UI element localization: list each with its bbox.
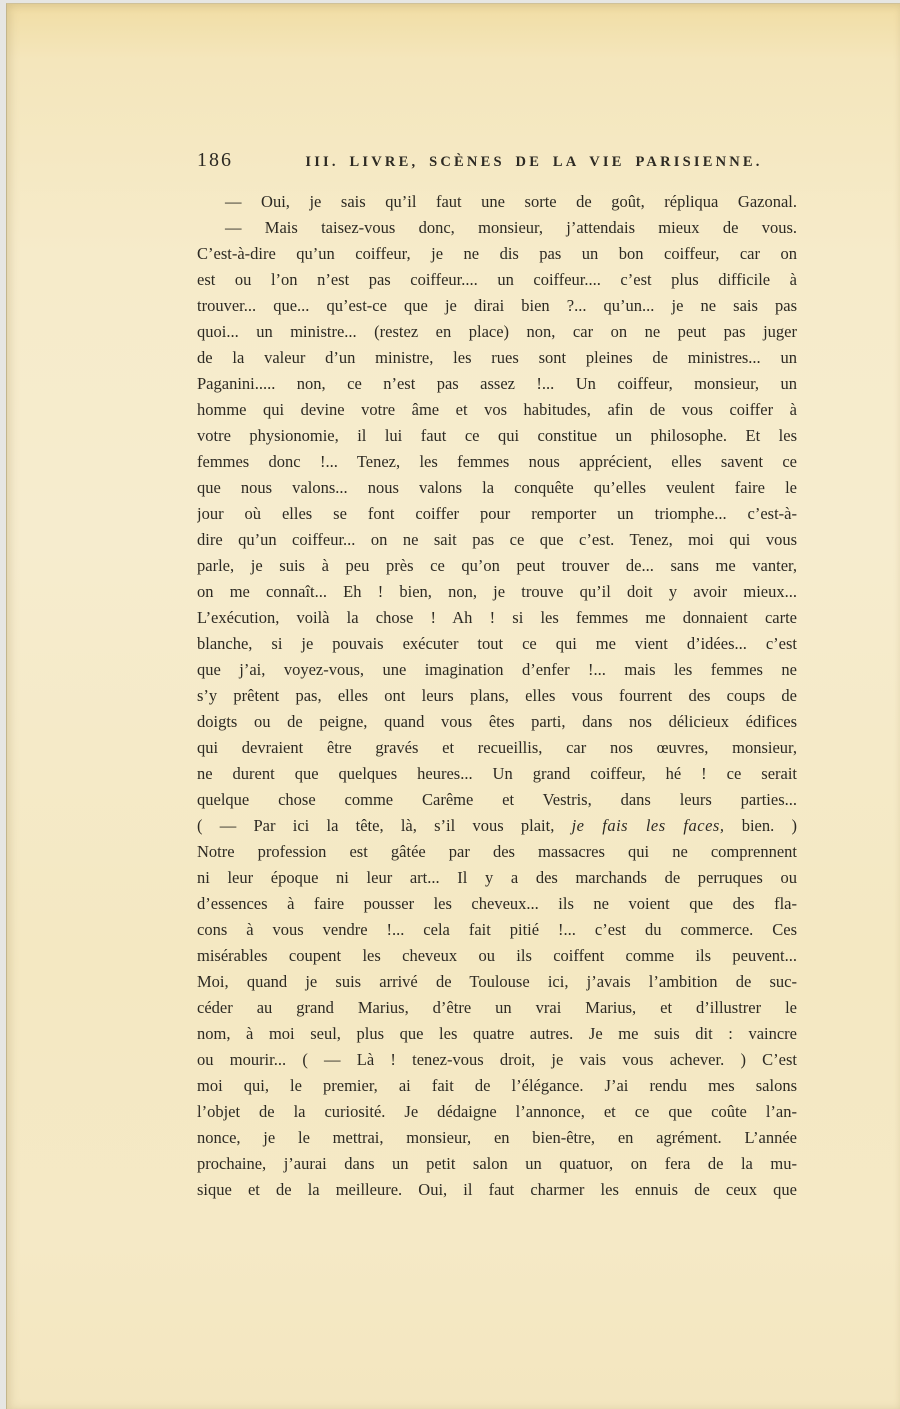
text-segment: quelque chose comme Carême et Vestris, dans leurs parties... bbox=[197, 790, 797, 809]
text-segment: est ou l’on n’est pas coiffeur.... un coiffeur.... c’est plus difficile à bbox=[197, 270, 797, 289]
text-line bbox=[197, 1021, 797, 1047]
text-segment: qui devraient être gravés et recueillis, car nos œuvres, monsieur, bbox=[197, 738, 797, 757]
text-segment: trouver... que... qu’est-ce que je dirai bien ?... qu’un... je ne sais pas bbox=[197, 296, 797, 315]
text-segment: jour où elles se font coiffer pour remporter un triomphe... c’est-à- bbox=[197, 504, 797, 523]
text-segment: d’essences à faire pousser les cheveux... ils ne voient que des fla- bbox=[197, 894, 797, 913]
text-line bbox=[197, 1177, 797, 1203]
text-segment: blanche, si je pouvais exécuter tout ce qui me vient d’idées... c’est bbox=[197, 634, 797, 653]
text-line bbox=[197, 553, 797, 579]
text-segment: misérables coupent les cheveux ou ils coiffent comme ils peuvent... bbox=[197, 946, 797, 965]
text-segment: Moi, quand je suis arrivé de Toulouse ici, j’avais l’ambition de suc- bbox=[197, 972, 797, 991]
text-segment: cons à vous vendre !... cela fait pitié !... c’est du commerce. Ces bbox=[197, 920, 797, 939]
text-segment: — Oui, je sais qu’il faut une sorte de goût, répliqua Gazonal. bbox=[225, 192, 797, 211]
body-text bbox=[197, 189, 797, 1203]
text-segment: prochaine, j’aurai dans un petit salon un quatuor, on fera de la mu- bbox=[197, 1154, 797, 1173]
text-segment: femmes donc !... Tenez, les femmes nous apprécient, elles savent ce bbox=[197, 452, 797, 471]
text-line bbox=[197, 995, 797, 1021]
text-line bbox=[197, 475, 797, 501]
text-line bbox=[197, 579, 797, 605]
text-line bbox=[197, 319, 797, 345]
text-segment: ou mourir... ( — Là ! tenez-vous droit, je vais vous achever. ) C’est bbox=[197, 1050, 797, 1069]
text-line bbox=[197, 657, 797, 683]
text-segment: que j’ai, voyez-vous, une imagination d’enfer !... mais les femmes ne bbox=[197, 660, 797, 679]
italic-phrase: je fais les faces, bbox=[571, 816, 725, 835]
text-segment: ( — Par ici la tête, là, s’il vous plait, bbox=[197, 816, 572, 835]
text-segment: ni leur époque ni leur art... Il y a des marchands de perruques ou bbox=[197, 868, 797, 887]
text-line bbox=[197, 605, 797, 631]
text-segment: homme qui devine votre âme et vos habitudes, afin de vous coiffer à bbox=[197, 400, 797, 419]
paper-page bbox=[6, 3, 900, 1409]
text-segment: céder au grand Marius, d’être un vrai Marius, et d’illustrer le bbox=[197, 998, 797, 1017]
text-line bbox=[197, 969, 797, 995]
text-line bbox=[197, 371, 797, 397]
text-line bbox=[197, 449, 797, 475]
text-line bbox=[197, 813, 797, 839]
text-segment: que nous valons... nous valons la conquête qu’elles veulent faire le bbox=[197, 478, 797, 497]
text-line bbox=[197, 891, 797, 917]
text-segment: s’y prêtent pas, elles ont leurs plans, elles vous fourrent des coups de bbox=[197, 686, 797, 705]
text-line bbox=[197, 293, 797, 319]
text-segment: Notre profession est gâtée par des massacres qui ne comprennent bbox=[197, 842, 797, 861]
text-line bbox=[197, 917, 797, 943]
text-line bbox=[197, 709, 797, 735]
text-line bbox=[197, 735, 797, 761]
text-line bbox=[197, 631, 797, 657]
text-line bbox=[197, 1073, 797, 1099]
text-line bbox=[197, 345, 797, 371]
text-line bbox=[197, 189, 797, 215]
page-number: 186 bbox=[197, 149, 233, 171]
text-segment: — Mais taisez-vous donc, monsieur, j’attendais mieux de vous. bbox=[225, 218, 797, 237]
text-segment: doigts ou de peigne, quand vous êtes parti, dans nos délicieux édifices bbox=[197, 712, 797, 731]
text-segment: votre physionomie, il lui faut ce qui constitue un philosophe. Et les bbox=[197, 426, 797, 445]
text-line bbox=[197, 1047, 797, 1073]
text-segment: L’exécution, voilà la chose ! Ah ! si les femmes me donnaient carte bbox=[197, 608, 797, 627]
text-segment: C’est-à-dire qu’un coiffeur, je ne dis pas un bon coiffeur, car on bbox=[197, 244, 797, 263]
text-segment: dire qu’un coiffeur... on ne sait pas ce que c’est. Tenez, moi qui vous bbox=[197, 530, 797, 549]
text-line bbox=[197, 943, 797, 969]
text-line bbox=[197, 423, 797, 449]
text-line bbox=[197, 839, 797, 865]
text-line bbox=[197, 683, 797, 709]
text-segment: sique et de la meilleure. Oui, il faut charmer les ennuis de ceux que bbox=[197, 1180, 797, 1199]
text-line bbox=[197, 787, 797, 813]
text-block bbox=[197, 149, 797, 1203]
text-line bbox=[197, 1099, 797, 1125]
text-segment: de la valeur d’un ministre, les rues sont pleines de ministres... un bbox=[197, 348, 797, 367]
running-title: III. LIVRE, SCÈNES DE LA VIE PARISIENNE. bbox=[305, 154, 763, 170]
text-segment: nom, à moi seul, plus que les quatre autres. Je me suis dit : vaincre bbox=[197, 1024, 797, 1043]
text-line bbox=[197, 865, 797, 891]
text-line bbox=[197, 1151, 797, 1177]
text-segment: parle, je suis à peu près ce qu’on peut trouver de... sans me vanter, bbox=[197, 556, 797, 575]
text-segment: nonce, je le mettrai, monsieur, en bien-être, en agrément. L’année bbox=[197, 1128, 797, 1147]
text-line bbox=[197, 761, 797, 787]
page-header bbox=[197, 149, 797, 179]
text-line bbox=[197, 1125, 797, 1151]
text-segment: moi qui, le premier, ai fait de l’élégance. J’ai rendu mes salons bbox=[197, 1076, 797, 1095]
text-line bbox=[197, 397, 797, 423]
text-segment: ne durent que quelques heures... Un grand coiffeur, hé ! ce serait bbox=[197, 764, 797, 783]
text-segment: quoi... un ministre... (restez en place) non, car on ne peut pas juger bbox=[197, 322, 797, 341]
text-line bbox=[197, 215, 797, 241]
text-segment: on me connaît... Eh ! bien, non, je trouve qu’il doit y avoir mieux... bbox=[197, 582, 797, 601]
text-line bbox=[197, 267, 797, 293]
text-segment: l’objet de la curiosité. Je dédaigne l’annonce, et ce que coûte l’an- bbox=[197, 1102, 797, 1121]
text-line bbox=[197, 527, 797, 553]
text-segment: Paganini..... non, ce n’est pas assez !... Un coiffeur, monsieur, un bbox=[197, 374, 797, 393]
text-line bbox=[197, 241, 797, 267]
text-line bbox=[197, 501, 797, 527]
text-segment: bien. ) bbox=[724, 816, 797, 835]
